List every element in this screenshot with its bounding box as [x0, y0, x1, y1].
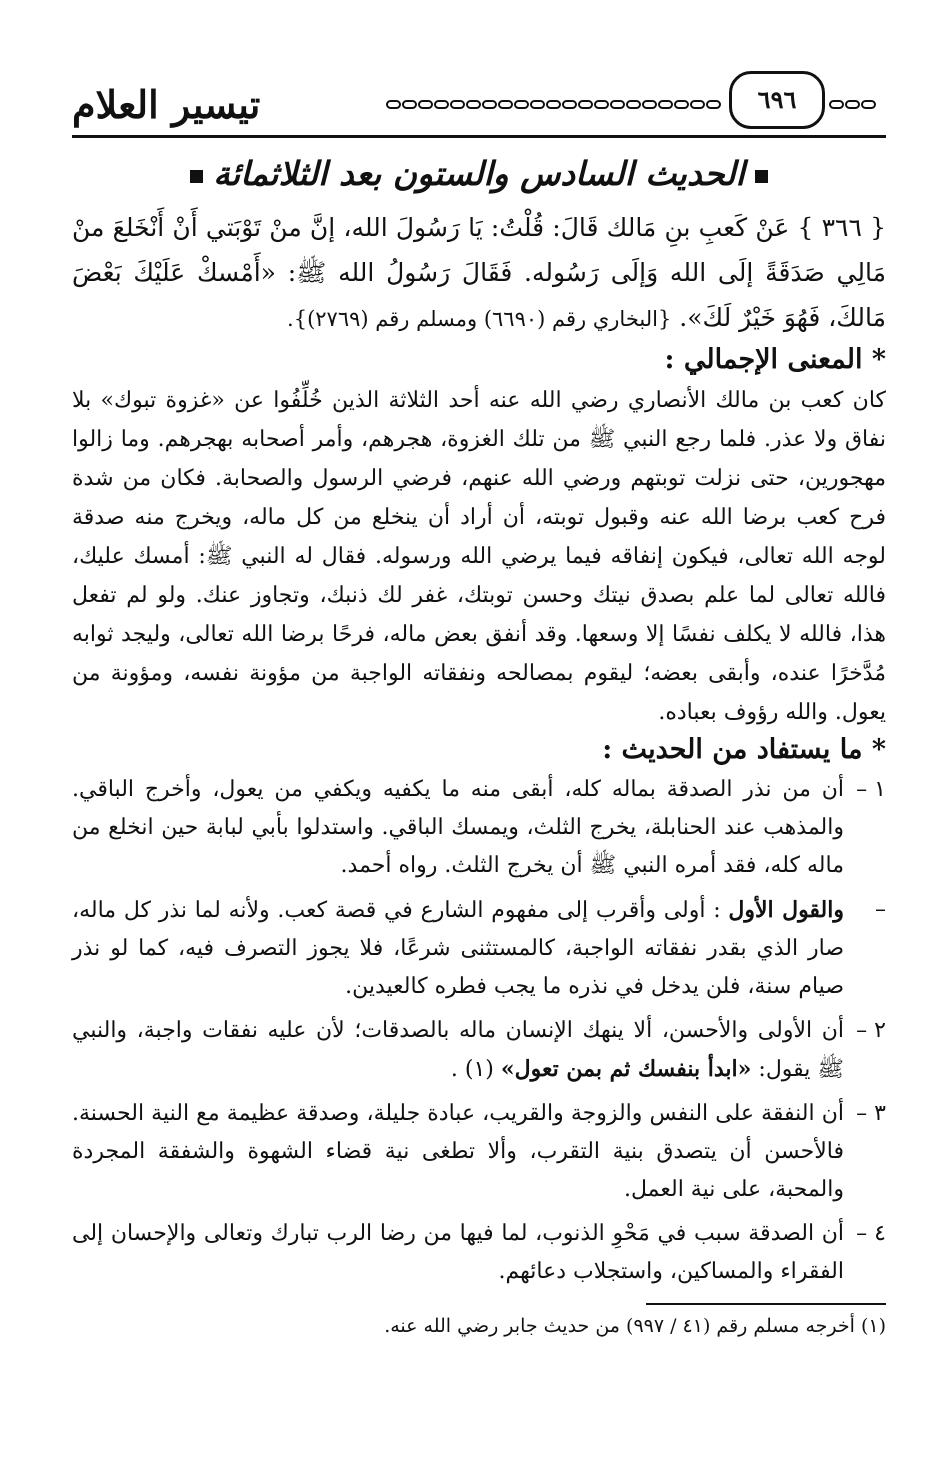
- meaning-heading: * المعنى الإجمالي :: [664, 344, 886, 375]
- list-item: [72, 1012, 886, 1089]
- footnote-marker: (١) .: [450, 1057, 494, 1082]
- meaning-paragraph: كان كعب بن مالك الأنصاري رضي الله عنه أحد الثلاثة الذين خُلِّفُوا عن «غزوة تبوك» بلا نفاق ولا عذر. فلما رجع النبي ﷺ من تلك الغزوة، هجرهم، وأمر أصحابه بهجرهم. وما زالوا مهجورين، حتى نزلت توبتهم ورضي الله عنهم، فرضي الرسول والصحابة. فكان من شدة فرح كعب برضا الله عنه وقبول توبته، أن أراد أن ينخلع من كل ماله، ويخرج منه صدقة لوجه الله تعالى، فيكون إنفاقه فيما يرضي الله ورسوله. فقال له النبي ﷺ: أمسك عليك، فالله تعالى لما علم بصدق نيتك وحسن توبتك، غفر لك ذنبك، وتجاوز عنك. ولو لم تفعل هذا، فالله لا يكلف نفسًا إلا وسعها. وقد أنفق بعض ماله، فرحًا برضا الله تعالى، وليجد ثوابه مُدَّخرًا عنده، وأبقى بعضه؛ ليقوم بمصالحه ونفقاته الواجبة من مؤونة نفسه، ومؤونة من يعول. والله رؤوف بعباده.: [72, 388, 886, 725]
- ornament-chain-short: [829, 100, 876, 109]
- list-item: [72, 1215, 886, 1291]
- page-number: ٦٩٦: [729, 71, 825, 129]
- list-item-text: أن من نذر الصدقة بماله كله، أبقى منه ما يكفيه ويكفي من يعول، وأخرج الباقي. والمذهب عند الحنابلة، يخرج الثلث، ويمسك الباقي. واستدلوا بأبي لبابة حين انخلع من ماله كله، فقد أمره النبي ﷺ أن يخرج الثلث. رواه أحمد.: [72, 777, 844, 878]
- list-item: [72, 891, 886, 1006]
- list-item-text: [72, 891, 844, 1006]
- square-bullet-icon: [190, 170, 203, 183]
- list-item-number: ٢ –: [856, 1018, 886, 1043]
- opinion-text: : أولى وأقرب إلى مفهوم الشارع في قصة كعب. ولأنه لما نذر كل ماله، صار الذي بقدر نفقاته الواجبة، كالمستثنى شرعًا، فلا يجوز التصرف فيه، كما لو نذر صيام سنة، فلن يدخل في نذره ما يجب فطره كالعيدين.: [72, 898, 844, 999]
- item2-quote: «ابدأ بنفسك ثم بمن تعول»: [500, 1056, 752, 1082]
- lessons-heading: * ما يستفاد من الحديث :: [602, 734, 886, 765]
- running-header: [72, 78, 886, 138]
- item2-text: أن الأولى والأحسن، ألا ينهك الإنسان ماله بالصدقات؛ لأن عليه نفقات واجبة، والنبي ﷺ يقول:: [72, 1018, 844, 1082]
- list-item-number: ١ –: [856, 777, 886, 802]
- list-item-text: أن النفقة على النفس والزوجة والقريب، عبادة جليلة، وصدقة عظيمة مع النية الحسنة. فالأحسن أن يتصدق بنية التقرب، وألا تطغى نية قضاء الشهوة والشفقة المجردة والمحبة، على نية العمل.: [72, 1101, 844, 1202]
- list-item-text: [72, 1012, 844, 1089]
- list-item-number: ٤ –: [856, 1221, 886, 1246]
- hadith-heading-text: الحديث السادس والستون بعد الثلاثمائة: [213, 154, 745, 193]
- hadith-block: [72, 205, 886, 342]
- ornament-chain-long: [386, 100, 721, 109]
- opinion-label: والقول الأول: [728, 897, 844, 923]
- list-item: [72, 771, 886, 885]
- book-title: تيسير العلام: [72, 82, 261, 127]
- list-item: [72, 1095, 886, 1209]
- footnote-divider: [646, 1303, 886, 1305]
- hadith-reference: {البخاري رقم (٦٦٩٠) ومسلم رقم (٢٧٦٩)}.: [287, 307, 672, 331]
- list-item-dash: –: [875, 897, 886, 922]
- hadith-number: { ٣٦٦ }: [797, 213, 886, 242]
- hadith-heading: [72, 154, 886, 193]
- hadith-text: عَنْ كَعبِ بنِ مَالك قَالَ: قُلْتُ: يَا رَسُولَ الله، إنَّ منْ تَوْبَتي أَنْ أَنْخَلعَ منْ مَالِي صَدَقَةً إلَى الله وَإلَى رَسُوله. فَقَالَ رَسُولُ الله ﷺ: «أَمْسكْ عَلَيْكَ بَعْضَ مَالكَ، فَهُوَ خَيْرٌ لَكَ».: [72, 213, 886, 332]
- footnote: (١) أخرجه مسلم رقم (٤١ / ٩٩٧) من حديث جابر رضي الله عنه.: [384, 1315, 886, 1337]
- lessons-list: [72, 771, 886, 1291]
- list-item-text: أن الصدقة سبب في مَحْوِ الذنوب، لما فيها من رضا الرب تبارك وتعالى والإحسان إلى الفقراء والمساكين، واستجلاب دعائهم.: [72, 1221, 844, 1284]
- list-item-number: ٣ –: [856, 1101, 886, 1126]
- square-bullet-icon: [755, 170, 768, 183]
